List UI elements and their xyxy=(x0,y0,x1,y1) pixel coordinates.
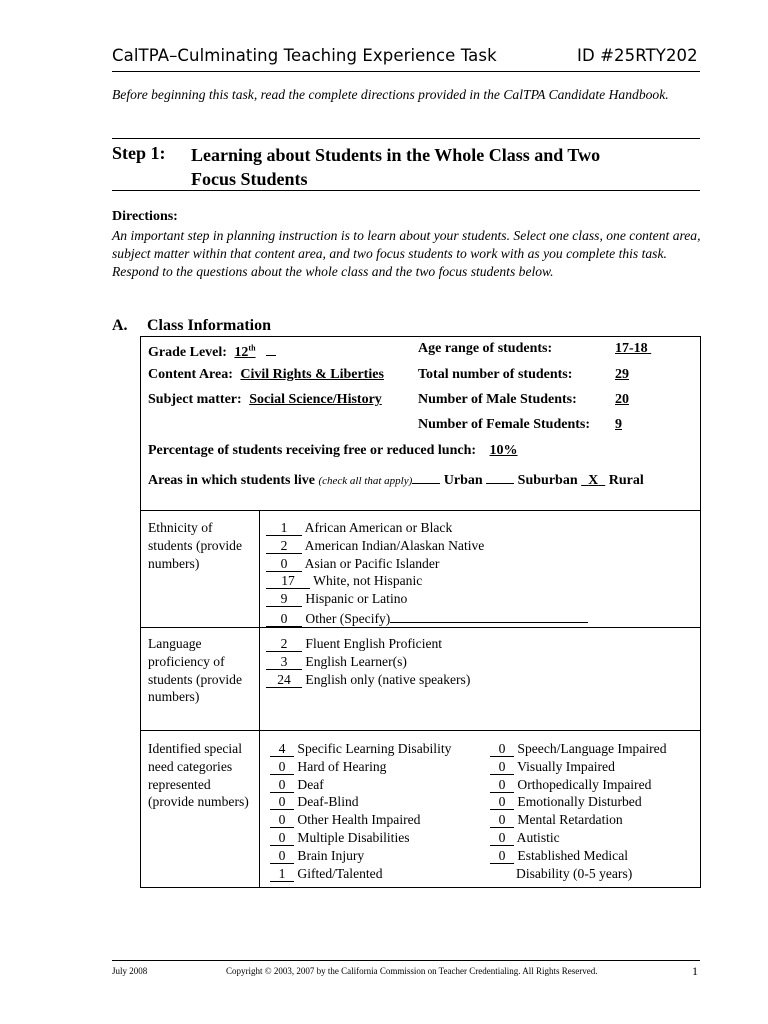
count: 2 xyxy=(266,538,302,554)
count: 0 xyxy=(490,812,514,828)
item-label: Deaf xyxy=(297,776,324,792)
section-letter: A. xyxy=(112,317,128,334)
count: 1 xyxy=(270,866,294,882)
count: 0 xyxy=(270,759,294,775)
total-label: Total number of students: xyxy=(418,367,573,382)
urban-blank xyxy=(412,469,440,484)
item-label: Fluent English Proficient xyxy=(305,636,443,651)
item-label: Deaf-Blind xyxy=(297,794,359,810)
list-item xyxy=(266,572,588,590)
item-label: Established Medical xyxy=(517,847,629,863)
list-item xyxy=(270,740,451,758)
list-item xyxy=(266,590,588,608)
item-label: Hard of Hearing xyxy=(297,758,387,774)
step-bottom-divider xyxy=(112,190,700,191)
section-title: Class Information xyxy=(147,317,272,334)
list-item xyxy=(490,740,667,758)
list-item-continuation: Disability (0-5 years) xyxy=(516,865,633,881)
content-label: Content Area: xyxy=(148,367,233,382)
count: 0 xyxy=(270,794,294,810)
table-column-divider xyxy=(259,510,260,887)
list-item xyxy=(270,793,451,811)
list-item xyxy=(270,776,451,794)
grade-value xyxy=(234,345,255,360)
item-label: White, not Hispanic xyxy=(313,573,423,589)
count: 0 xyxy=(266,556,302,572)
item-label: Orthopedically Impaired xyxy=(517,776,652,792)
list-item xyxy=(266,608,588,628)
language-list xyxy=(266,635,470,688)
footer-copyright: Copyright © 2003, 2007 by the California Commission on Teacher Credentialing. All Rights Reserved. xyxy=(226,966,598,976)
header-divider xyxy=(112,71,700,72)
item-label: Specific Learning Disability xyxy=(297,741,452,756)
count: 1 xyxy=(266,520,302,536)
list-item xyxy=(270,758,451,776)
step-title-line1: Learning about Students in the Whole Class and Two xyxy=(191,145,601,165)
ethnicity-list xyxy=(266,519,588,628)
count: 2 xyxy=(266,636,302,652)
list-item xyxy=(490,811,667,829)
age-label: Age range of students: xyxy=(418,341,553,356)
table-divider-1 xyxy=(140,510,701,511)
count: 0 xyxy=(270,848,294,864)
list-item xyxy=(266,537,588,555)
count: 0 xyxy=(270,812,294,828)
count: 0 xyxy=(490,741,514,757)
step-label: Step 1: xyxy=(112,143,166,163)
footer-date: July 2008 xyxy=(112,966,148,976)
subject-label: Subject matter: xyxy=(148,392,242,407)
item-label: Gifted/Talented xyxy=(297,865,383,881)
special-needs-right-list xyxy=(490,740,667,882)
list-item xyxy=(490,776,667,794)
step-title xyxy=(191,143,691,191)
areas-label: Areas in which students live xyxy=(148,473,315,488)
count: 0 xyxy=(270,830,294,846)
total-value: 29 xyxy=(615,367,629,382)
directions-label: Directions: xyxy=(112,209,178,224)
list-item xyxy=(270,829,451,847)
language-label: Language proficiency of students (provide numbers) xyxy=(148,636,243,705)
item-label: Emotionally Disturbed xyxy=(517,794,642,810)
count: 17 xyxy=(266,573,310,589)
list-item xyxy=(270,865,451,883)
areas-row xyxy=(148,469,644,489)
ethnicity-label: Ethnicity of students (provide numbers) xyxy=(148,520,243,571)
female-label: Number of Female Students: xyxy=(418,417,591,432)
other-specify-blank xyxy=(390,608,588,623)
female-value: 9 xyxy=(615,417,622,432)
item-label: Speech/Language Impaired xyxy=(517,741,667,756)
list-item xyxy=(490,829,667,847)
rural-label: Rural xyxy=(608,473,644,488)
content-value: Civil Rights & Liberties xyxy=(240,367,384,382)
count: 0 xyxy=(266,611,302,627)
item-label: Other Health Impaired xyxy=(297,812,421,828)
item-label: English Learner(s) xyxy=(305,653,407,669)
footer-divider xyxy=(112,960,700,961)
free-lunch xyxy=(148,443,518,459)
item-label: American Indian/Alaskan Native xyxy=(304,537,485,553)
grade-suffix: th xyxy=(248,343,256,353)
document-id: ID #25RTY202 xyxy=(577,46,698,65)
grade-blank xyxy=(266,341,276,356)
count: 0 xyxy=(490,759,514,775)
urban-label: Urban xyxy=(443,473,483,488)
suburban-label: Suburban xyxy=(517,473,578,488)
grade-label: Grade Level: xyxy=(148,345,227,360)
count: 3 xyxy=(266,654,302,670)
list-item xyxy=(270,811,451,829)
suburban-blank xyxy=(486,469,514,484)
count: 24 xyxy=(266,672,302,688)
count: 0 xyxy=(490,830,514,846)
age-number: 17-18 xyxy=(615,341,648,356)
item-label: English only (native speakers) xyxy=(305,671,471,687)
list-item xyxy=(266,671,470,689)
page-number: 1 xyxy=(692,964,698,978)
count: 0 xyxy=(490,848,514,864)
item-label: African American or Black xyxy=(304,520,453,535)
item-label: Mental Retardation xyxy=(517,812,623,828)
table-divider-3 xyxy=(140,730,701,731)
grade-number: 12 xyxy=(234,345,249,360)
item-label: Visually Impaired xyxy=(517,758,615,774)
list-item xyxy=(490,758,667,776)
item-label: Other (Specify) xyxy=(305,610,391,626)
directions-text: An important step in planning instruction is to learn about your students. Select one class, one content area, subject matter within that content area, and two focus students to work with as you complete this task. Respond to the questions about the whole class and the two focus students below. xyxy=(112,228,701,279)
count: 4 xyxy=(270,741,294,757)
item-label: Autistic xyxy=(516,829,560,845)
item-label: Hispanic or Latino xyxy=(305,591,408,607)
item-label: Brain Injury xyxy=(297,847,365,863)
grade-level xyxy=(148,341,276,361)
list-item xyxy=(266,653,470,671)
list-item xyxy=(266,519,588,537)
step-top-divider xyxy=(112,138,700,139)
document-header-title: CalTPA–Culminating Teaching Experience Task xyxy=(112,46,497,65)
list-item xyxy=(490,847,667,865)
special-needs-label: Identified special need categories represented (provide numbers) xyxy=(148,741,249,810)
intro-instructions: Before beginning this task, read the complete directions provided in the CalTPA Candidate Handbook. xyxy=(112,87,669,102)
special-needs-left-list xyxy=(270,740,451,882)
item-label: Multiple Disabilities xyxy=(297,829,410,845)
content-area xyxy=(148,367,384,383)
count: 9 xyxy=(266,591,302,607)
count: 0 xyxy=(490,777,514,793)
male-label: Number of Male Students: xyxy=(418,392,577,407)
male-value: 20 xyxy=(615,392,629,407)
step-title-line2: Focus Students xyxy=(191,169,308,189)
count: 0 xyxy=(270,777,294,793)
subject-value: Social Science/History xyxy=(249,392,382,407)
list-item xyxy=(270,847,451,865)
count: 0 xyxy=(490,794,514,810)
lunch-label: Percentage of students receiving free or reduced lunch: xyxy=(148,443,477,458)
list-item xyxy=(490,793,667,811)
lunch-value: 10% xyxy=(489,443,518,458)
areas-note: (check all that apply) xyxy=(318,475,413,487)
rural-check: X xyxy=(588,473,599,488)
list-item xyxy=(266,635,470,653)
list-item xyxy=(266,555,588,573)
subject-matter xyxy=(148,392,382,408)
item-label: Asian or Pacific Islander xyxy=(304,555,440,571)
age-value xyxy=(615,341,651,357)
